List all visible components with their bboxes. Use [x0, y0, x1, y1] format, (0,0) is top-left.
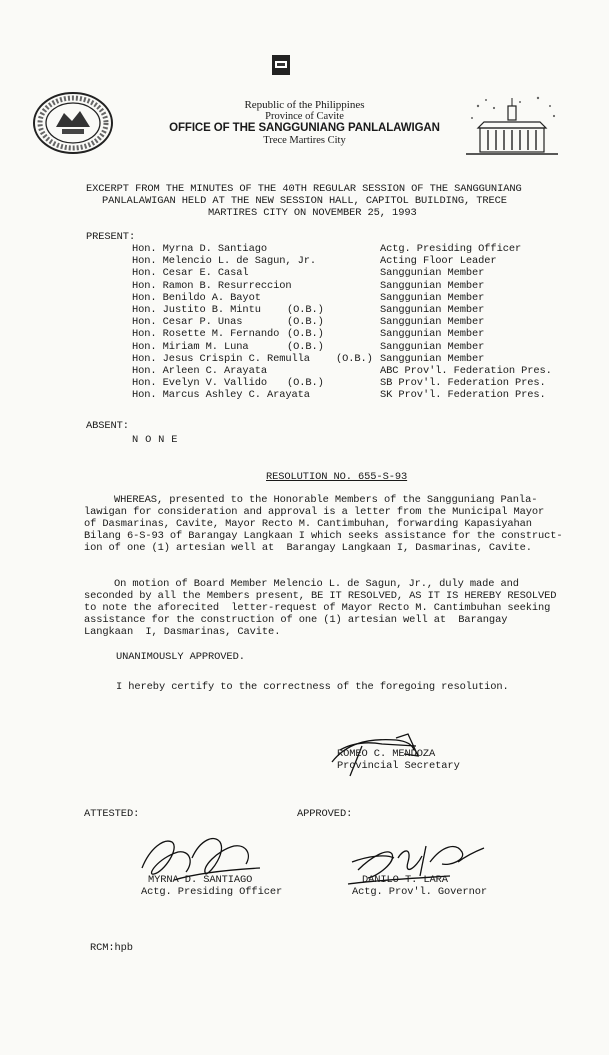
governor-title: Actg. Prov'l. Governor [352, 886, 487, 898]
member-note: (O.B.) [287, 377, 324, 390]
present-label: PRESENT: [86, 231, 136, 243]
excerpt-line-3: MARTIRES CITY ON NOVEMBER 25, 1993 [208, 207, 417, 219]
whereas-line: lawigan for consideration and approval is a letter from the Municipal Mayor [84, 506, 545, 518]
approved-label: APPROVED: [297, 808, 353, 820]
motion-line: seconded by all the Members present, BE IT RESOLVED, AS IT IS HEREBY RESOLVED [84, 590, 557, 602]
member-note: (O.B.) [287, 316, 324, 329]
certification-statement: I hereby certify to the correctness of the foregoing resolution. [116, 681, 509, 693]
motion-line: Langkaan I, Dasmarinas, Cavite. [84, 626, 281, 638]
header-province: Province of Cavite [265, 111, 344, 122]
header-city: Trece Martires City [263, 135, 346, 146]
excerpt-line-1: EXCERPT FROM THE MINUTES OF THE 40TH REGULAR SESSION OF THE SANGGUNIANG [86, 183, 522, 195]
member-role: Sanggunian Member [380, 316, 485, 329]
member-role: Actg. Presiding Officer [380, 243, 522, 255]
member-name: Hon. Justito B. Mintu [132, 304, 261, 316]
reference-initials: RCM:hpb [90, 942, 133, 954]
header-republic: Republic of the Philippines [244, 99, 365, 111]
absent-label: ABSENT: [86, 420, 129, 432]
member-role: SB Prov'l. Federation Pres. [380, 377, 546, 390]
governor-name: DANILO T. LARA [362, 874, 448, 886]
member-name: Hon. Evelyn V. Vallido [132, 377, 267, 390]
member-note: (O.B.) [336, 352, 373, 365]
secretary-name: ROMEO C. MENDOZA [337, 748, 436, 760]
member-role: Sanggunian Member [380, 279, 485, 292]
whereas-line: WHEREAS, presented to the Honorable Members of the Sangguniang Panla- [114, 494, 538, 506]
member-name: Hon. Miriam M. Luna [132, 340, 249, 353]
member-name: Hon. Rosette M. Fernando [132, 328, 280, 341]
member-role: Sanggunian Member [380, 328, 485, 341]
member-role: Acting Floor Leader [380, 255, 497, 268]
member-name: Hon. Myrna D. Santiago [132, 243, 267, 255]
member-role: Sanggunian Member [380, 352, 485, 365]
top-emblem-icon [271, 54, 291, 76]
header-office: OFFICE OF THE SANGGUNIANG PANLALAWIGAN [169, 122, 440, 134]
attested-label: ATTESTED: [84, 808, 140, 820]
member-name: Hon. Marcus Ashley C. Arayata [132, 389, 310, 402]
member-name: Hon. Cesar E. Casal [132, 267, 249, 280]
motion-line: assistance for the construction of one (1) artesian well at Barangay [84, 614, 508, 626]
member-name: Hon. Cesar P. Unas [132, 316, 243, 329]
member-note: (O.B.) [287, 304, 324, 316]
member-role: SK Prov'l. Federation Pres. [380, 389, 546, 402]
whereas-line: Bilang 6-S-93 of Barangay Langkaan I which seeks assistance for the construct- [84, 530, 563, 542]
secretary-title: Provincial Secretary [337, 760, 460, 772]
presiding-officer-title: Actg. Presiding Officer [141, 886, 283, 898]
whereas-line: of Dasmarinas, Cavite, Mayor Recto M. Cantimbuhan, forwarding Kapasiyahan [84, 518, 532, 530]
absent-value: N O N E [132, 434, 178, 446]
member-note: (O.B.) [287, 328, 324, 341]
member-name: Hon. Melencio L. de Sagun, Jr. [132, 255, 317, 268]
member-name: Hon. Jesus Crispin C. Remulla [132, 352, 310, 365]
motion-line: On motion of Board Member Melencio L. de Sagun, Jr., duly made and [114, 578, 519, 590]
excerpt-line-2: PANLALAWIGAN HELD AT THE NEW SESSION HALL, CAPITOL BUILDING, TRECE [102, 195, 507, 207]
member-role: Sanggunian Member [380, 291, 485, 304]
whereas-line: ion of one (1) artesian well at Barangay Langkaan I, Dasmarinas, Cavite. [84, 542, 532, 554]
member-name: Hon. Arleen C. Arayata [132, 365, 267, 377]
unanimous-approval: UNANIMOUSLY APPROVED. [116, 651, 245, 663]
member-name: Hon. Ramon B. Resurreccion [132, 279, 292, 292]
resolution-title: RESOLUTION NO. 655-S-93 [266, 471, 408, 483]
motion-line: to note the aforecited letter-request of Mayor Recto M. Cantimbuhan seeking [84, 602, 551, 614]
member-note: (O.B.) [287, 340, 324, 353]
member-role: Sanggunian Member [380, 304, 485, 316]
member-name: Hon. Benildo A. Bayot [132, 291, 261, 304]
presiding-officer-name: MYRNA D. SANTIAGO [148, 874, 253, 886]
member-role: ABC Prov'l. Federation Pres. [380, 365, 552, 377]
member-role: Sanggunian Member [380, 267, 485, 280]
member-role: Sanggunian Member [380, 340, 485, 353]
